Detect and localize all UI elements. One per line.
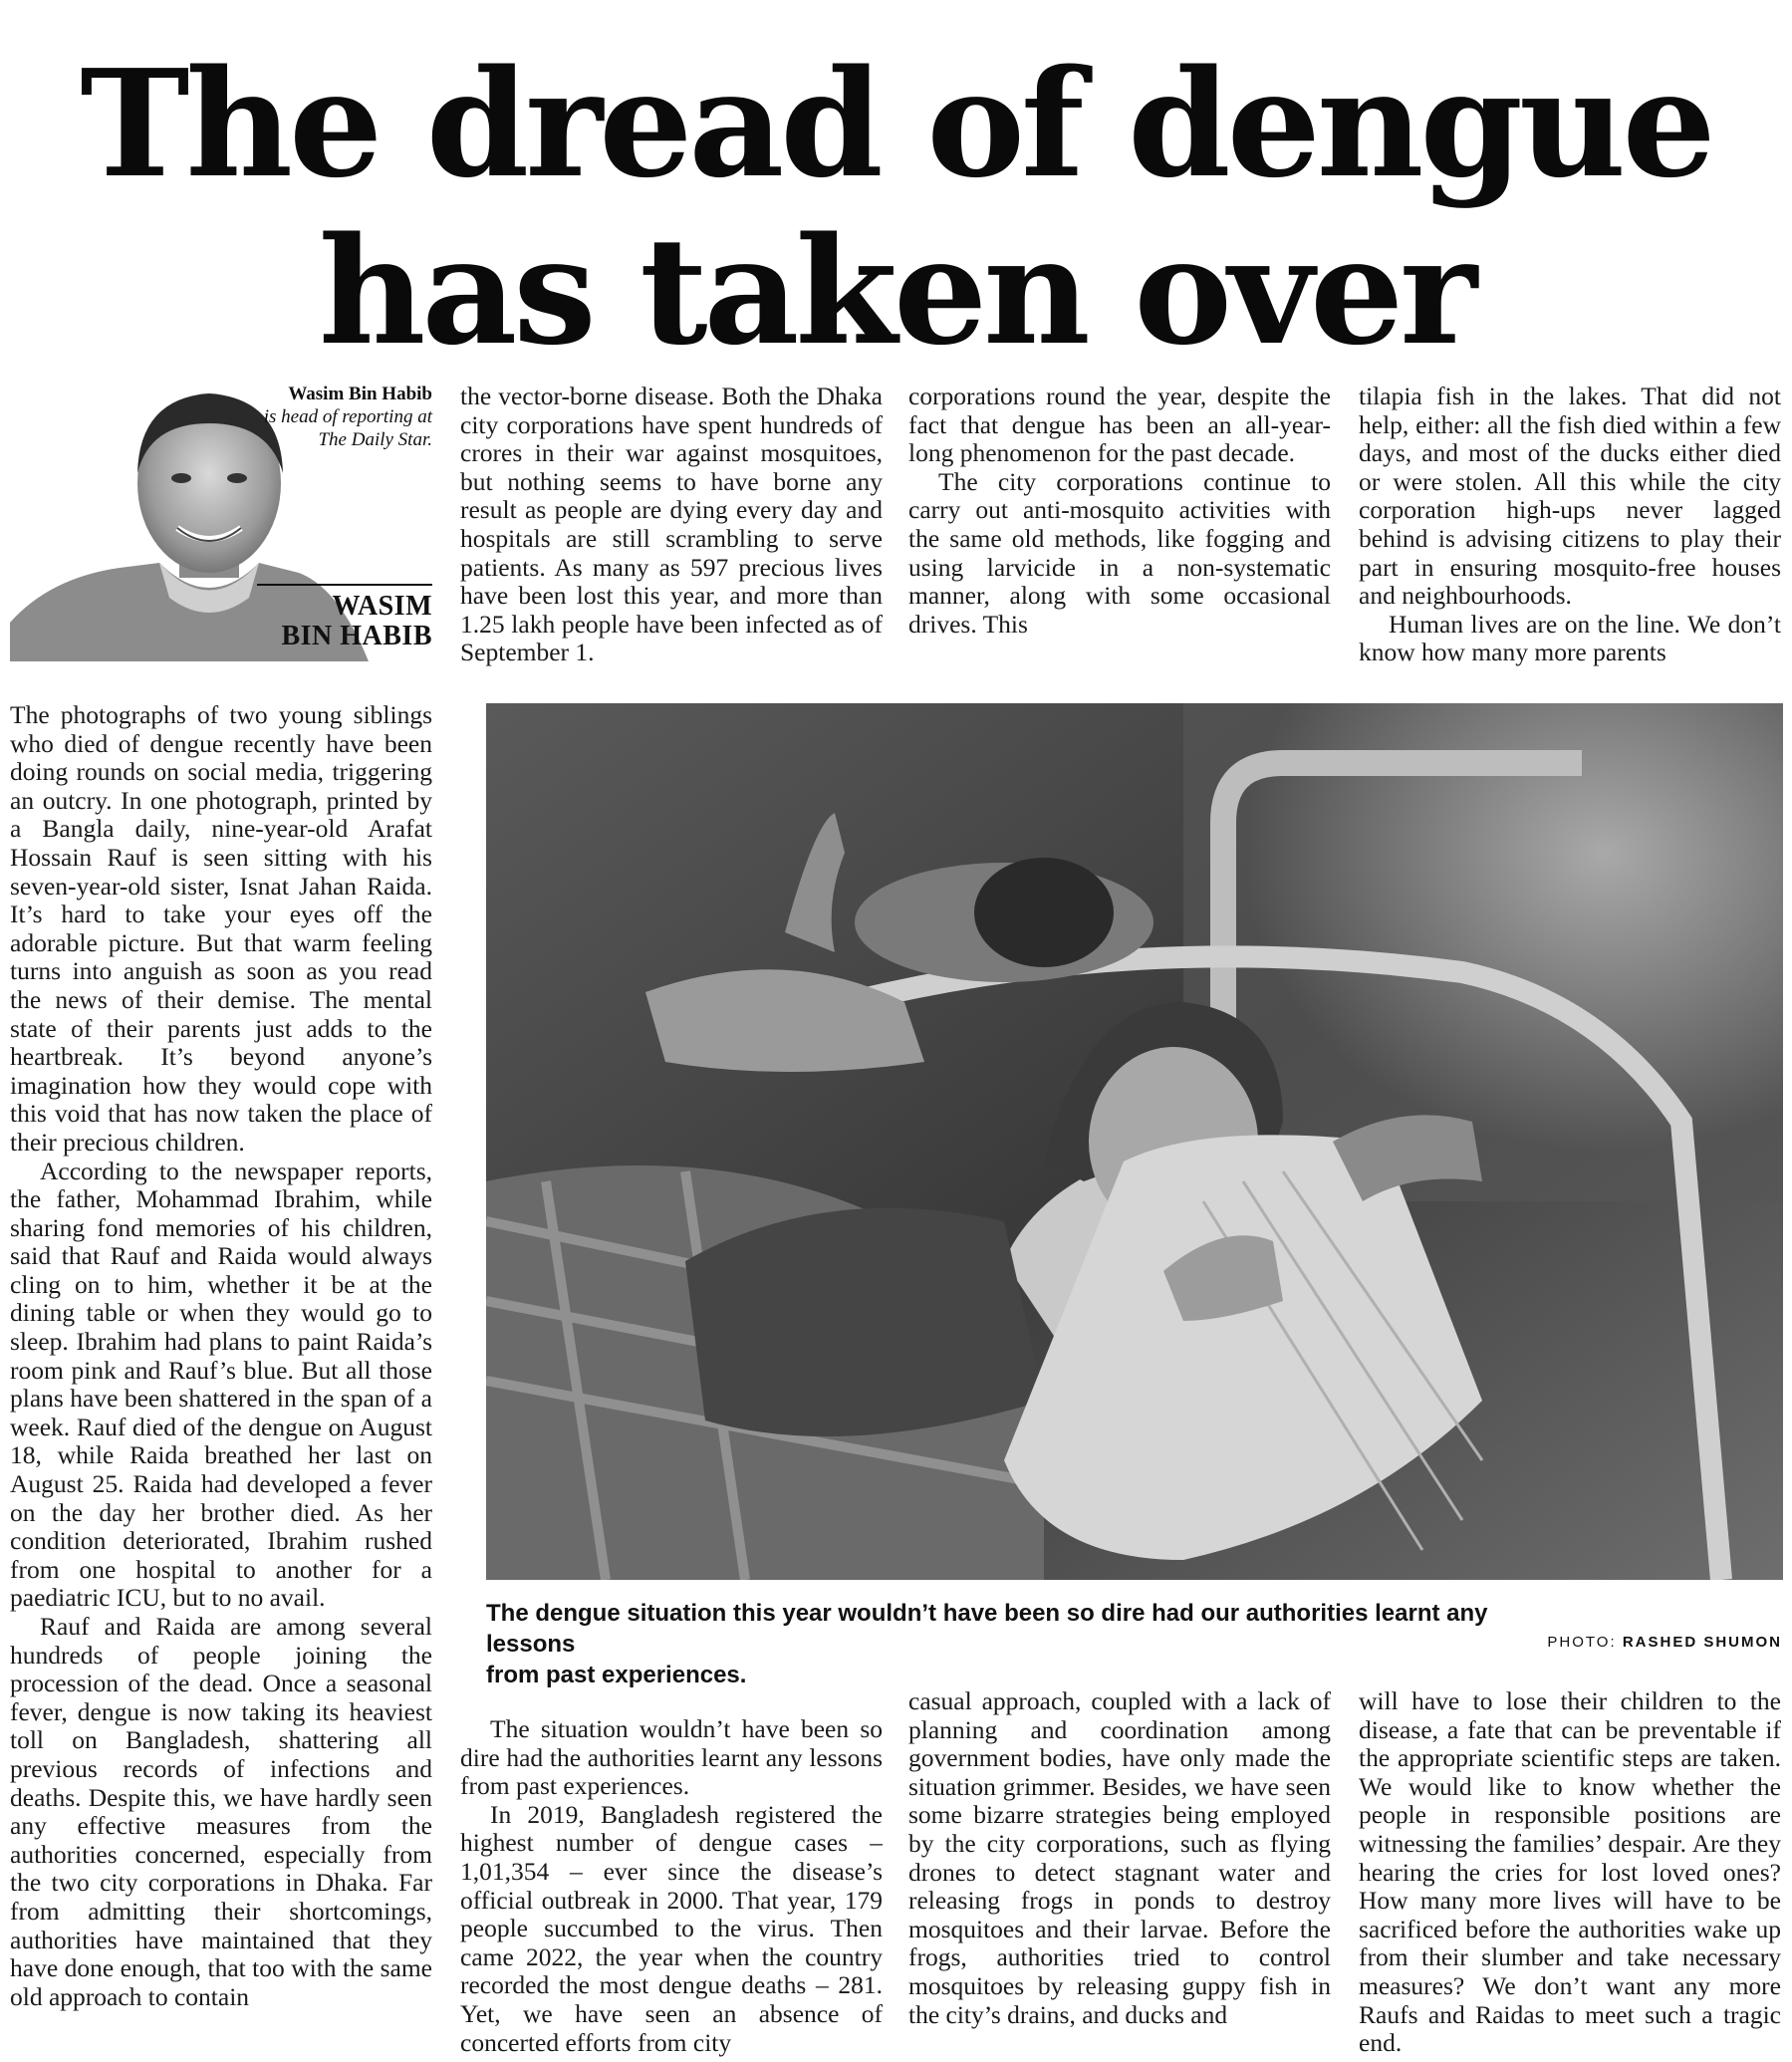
article-column-4-top xyxy=(1359,383,1781,671)
author-byline-1: WASIM xyxy=(332,591,432,622)
author-byline xyxy=(213,592,432,651)
author-divider xyxy=(257,584,432,586)
headline xyxy=(0,37,1792,378)
article-column-2-bottom xyxy=(460,1715,883,2062)
paragraph: corporations round the year, despite the fact that dengue has been an all-year-long phenomenon for the past decade. xyxy=(908,383,1331,468)
paragraph: Human lives are on the line. We don’t know how many more parents xyxy=(1359,609,1781,667)
headline-line-1: The dread of dengue xyxy=(80,37,1712,210)
article-photo xyxy=(486,703,1783,1580)
paragraph: tilapia fish in the lakes. That did not help, either: all the fish died within a few days, and most of the ducks either died or were stolen. All this while the city corporation high-ups never lagged behind is advising citizens to play their part in ensuring mosquito-free houses and neighbourhoods. xyxy=(1359,383,1781,611)
article-column-1 xyxy=(10,701,432,2062)
author-role-1: is head of reporting at xyxy=(263,406,432,427)
photo-credit-name: RASHED SHUMON xyxy=(1622,1634,1782,1651)
paragraph: will have to lose their children to the disease, a fate that can be preventable if the appropriate scientific steps are taken. We would like to know whether the people in responsible positions are witnessing the families’ despair. Are they hearing the cries for lost loved ones? How many more lives will have to be sacrificed before the authorities wake up from their slumber and take necessary measures? We don’t want any more Raufs and Raidas to meet such a tragic end. xyxy=(1359,1687,1781,2058)
author-meta xyxy=(193,383,432,451)
headline-line-2: has taken over xyxy=(318,204,1474,378)
photo-credit-label: PHOTO: xyxy=(1547,1634,1617,1651)
paragraph: Rauf and Raida are among several hundreds of people joining the procession of the dead. Once a seasonal fever, dengue is now taking its heaviest toll on Bangladesh, shattering all previous records of infections and deaths. Despite this, we have hardly seen any effective measures from the authorities concerned, especially from the two city corporations in Dhaka. Far from admitting their shortcomings, authorities have maintained that they have done enough, that too with the same old approach to contain xyxy=(10,1612,432,2011)
caption-line-2: from past experiences. xyxy=(486,1662,747,1688)
caption-line-1: The dengue situation this year wouldn’t have been so dire had our authorities learnt any lessons xyxy=(486,1600,1488,1658)
author-role-2: The Daily Star. xyxy=(318,429,432,450)
photo-caption xyxy=(486,1598,1562,1690)
author-name: Wasim Bin Habib xyxy=(288,384,432,404)
paragraph: In 2019, Bangladesh registered the highest number of dengue cases – 1,01,354 – ever since the disease’s official outbreak in 2000. That year, 179 people succumbed to the virus. Then came 2022, the year when the country recorded the most dengue deaths – 281. Yet, we have seen an absence of concerted efforts from city xyxy=(460,1799,883,2057)
paragraph: The situation wouldn’t have been so dire had the authorities learnt any lessons from past experiences. xyxy=(460,1715,883,1801)
article-column-3-bottom xyxy=(908,1687,1331,2062)
paragraph: The city corporations continue to carry out anti-mosquito activities with the same old methods, like fogging and using larvicide in a non-systematic manner, along with some occasional drives. This xyxy=(908,466,1331,639)
author-byline-2: BIN HABIB xyxy=(281,621,432,651)
author-box xyxy=(10,379,432,661)
article-column-3-top xyxy=(908,383,1331,671)
paragraph: According to the newspaper reports, the father, Mohammad Ibrahim, while sharing fond memories of his children, said that Rauf and Raida would always cling on to him, whether it be at the dining table or when they would go to sleep. Ibrahim had plans to paint Raida’s room pink and Rauf’s blue. But all those plans have been shattered in the span of a week. Rauf died of the dengue on August 18, while Raida breathed her last on August 25. Raida had developed a fever on the day her brother died. As her condition deteriorated, Ibrahim rushed from one hospital to another for a paediatric ICU, but to no avail. xyxy=(10,1156,432,1613)
paragraph: The photographs of two young siblings who died of dengue recently have been doing rounds on social media, triggering an outcry. In one photograph, printed by a Bangla daily, nine-year-old Arafat Hossain Rauf is seen sitting with his seven-year-old sister, Isnat Jahan Raida. It’s hard to take your eyes off the adorable picture. But that warm feeling turns into anguish as soon as you read the news of their demise. The mental state of their parents just adds to the heartbreak. It’s beyond anyone’s imagination how they would cope with this void that has now taken the place of their precious children. xyxy=(10,701,432,1157)
article-column-2-top xyxy=(460,383,883,671)
paragraph: casual approach, coupled with a lack of planning and coordination among government bodies, have only made the situation grimmer. Besides, we have seen some bizarre strategies being employed by the city corporations, such as flying drones to detect stagnant water and releasing frogs in ponds to destroy mosquitoes and their larvae. Before the frogs, authorities tried to control mosquitoes by releasing guppy fish in the city’s drains, and ducks and xyxy=(908,1687,1331,2029)
paragraph: the vector-borne disease. Both the Dhaka city corporations have spent hundreds of crores in their war against mosquitoes, but nothing seems to have borne any result as people are dying every day and hospitals are still scrambling to serve patients. As many as 597 precious lives have been lost this year, and more than 1.25 lakh people have been infected as of September 1. xyxy=(460,383,883,667)
article-column-4-bottom xyxy=(1359,1687,1781,2062)
photo-credit xyxy=(1547,1634,1782,1651)
